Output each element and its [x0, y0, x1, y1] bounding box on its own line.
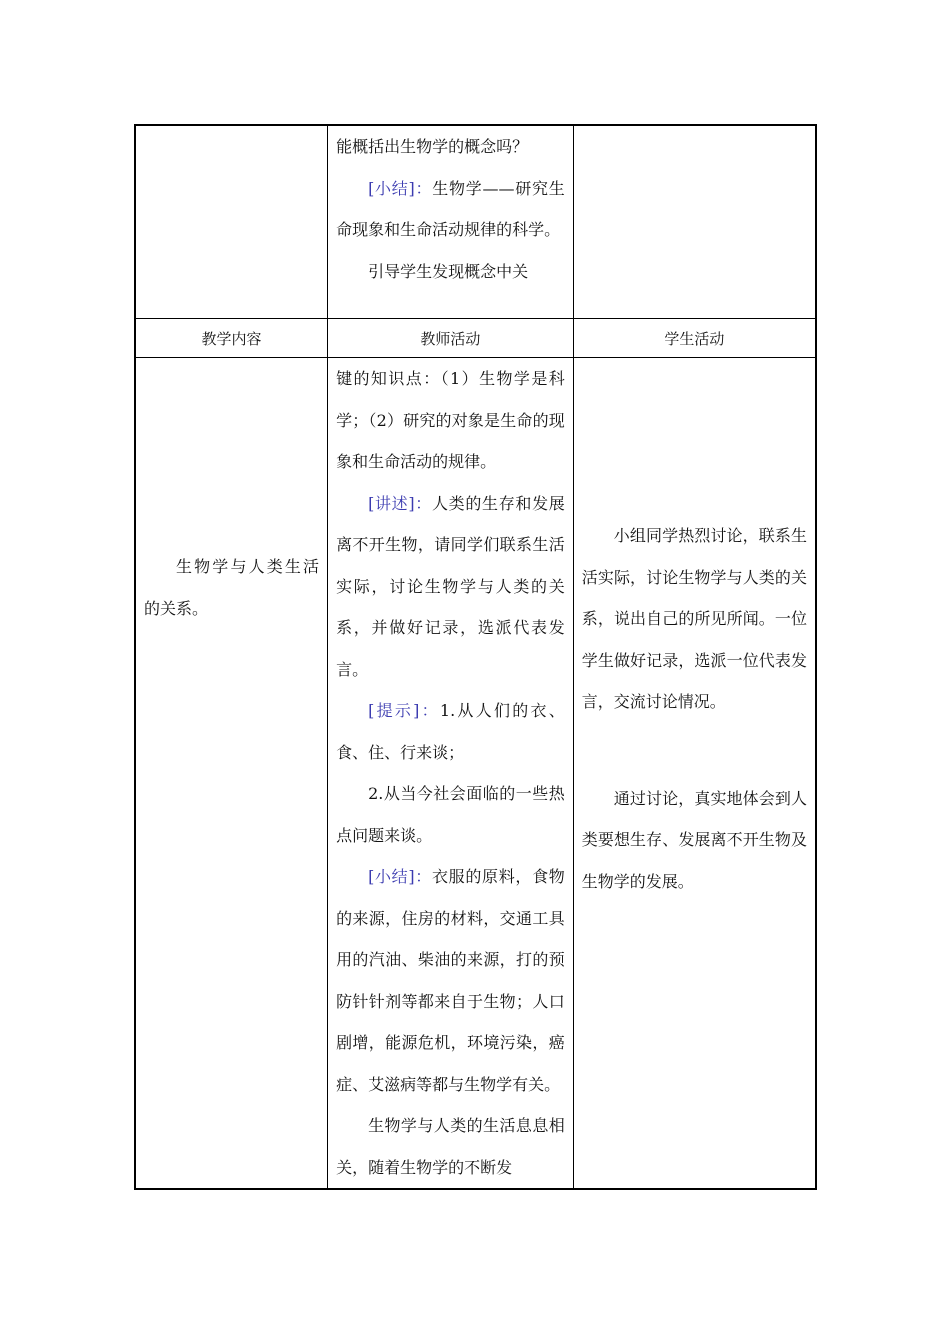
table-header-row: [135, 319, 816, 358]
summary-paragraph: [336, 168, 565, 251]
student-cell: [573, 358, 816, 1190]
content-cell-top: [135, 125, 328, 319]
table-row-top: [135, 125, 816, 319]
content-cell: [135, 358, 328, 1190]
teaching-content-text: 生物学与人类生活的关系。: [144, 557, 320, 618]
hint-tag: [提示]：: [368, 701, 440, 720]
summary-text: 生物学——研究生命现象和生命活动规律的科学。: [336, 178, 565, 239]
hint-text: 1.从人们的衣、食、住、行来谈；: [336, 701, 565, 762]
teacher-cell: [328, 358, 574, 1190]
lecture-tag: [讲述]：: [368, 493, 432, 513]
teacher-line: 能概括出生物学的概念吗？: [336, 137, 529, 156]
summary-text-2: 衣服的原料，食物的来源，住房的材料，交通工具用的汽油、柴油的来源，打的预防针针剂等都来自于生物；人口剧增，能源危机，环境污染，癌症、艾滋病等都与生物学有关。: [336, 867, 565, 1094]
table-row-main: [135, 358, 816, 1190]
summary-paragraph-2: [336, 856, 565, 1105]
teacher-paragraph: 键的知识点：（1）生物学是科学；（2）研究的对象是生命的现象和生命活动的规律。: [336, 369, 565, 471]
summary-tag-2: [小结]：: [368, 867, 432, 886]
teacher-paragraph-end: 生物学与人类的生活息息相关，随着生物学的不断发: [336, 1116, 565, 1177]
header-teacher-activity: 教师活动: [328, 319, 574, 358]
lecture-text: 人类的生存和发展离不开生物，请同学们联系生活实际，讨论生物学与人类的关系，并做好记录，选派代表发言。: [336, 493, 565, 679]
hint-paragraph-2: 2.从当今社会面临的一些热点问题来谈。: [336, 784, 565, 845]
summary-tag: [小结]：: [368, 178, 433, 198]
student-cell-top: [573, 125, 816, 319]
header-teaching-content: 教学内容: [135, 319, 328, 358]
hint-paragraph: [336, 690, 565, 773]
student-paragraph-2: 通过讨论，真实地体会到人类要想生存、发展离不开生物及生物学的发展。: [581, 788, 807, 891]
student-paragraph-1: 小组同学热烈讨论，联系生活实际，讨论生物学与人类的关系，说出自己的所见所闻。一位学生做好记录，选派一位代表发言，交流讨论情况。: [581, 526, 807, 711]
lecture-paragraph: [336, 483, 565, 691]
header-student-activity: 学生活动: [573, 319, 816, 358]
teacher-line: 引导学生发现概念中关: [368, 261, 529, 281]
lesson-plan-table: [134, 124, 817, 1190]
teacher-cell-top: [328, 125, 574, 319]
